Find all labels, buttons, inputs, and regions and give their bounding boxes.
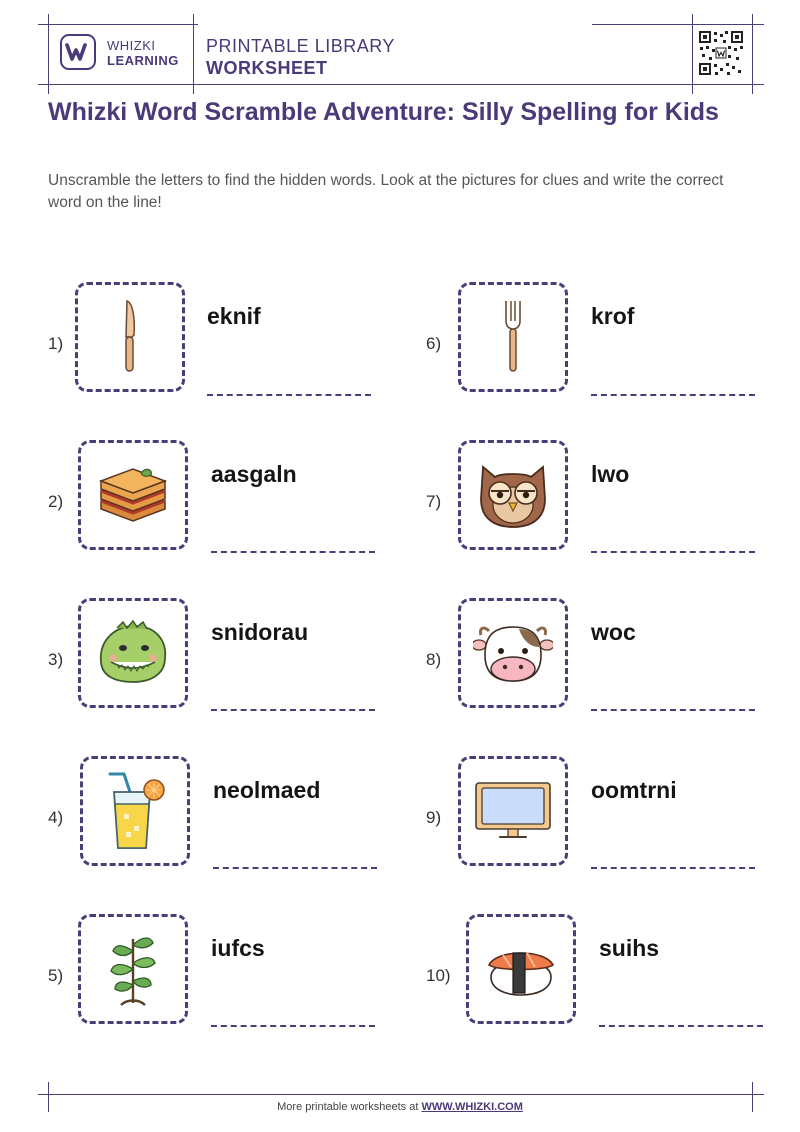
item-number: 7) — [426, 492, 442, 511]
scrambled-word: aasgaln — [211, 461, 297, 487]
item-number: 6) — [426, 334, 442, 353]
answer-line[interactable] — [213, 867, 377, 869]
picture-frame — [458, 756, 568, 866]
header-divider-left — [48, 14, 49, 94]
answer-line[interactable] — [591, 867, 755, 869]
scrambled-word: snidorau — [211, 619, 309, 645]
header-bottom-rule — [38, 84, 764, 85]
picture-frame — [458, 440, 568, 550]
footer-rule — [38, 1094, 764, 1095]
picture-frame — [75, 282, 185, 392]
scrambled-word: woc — [591, 619, 636, 645]
picture-frame — [78, 598, 188, 708]
header-divider-right — [692, 14, 693, 94]
logo-line2: LEARNING — [107, 53, 179, 68]
header-divider-far-right — [752, 14, 753, 94]
picture-frame — [80, 756, 190, 866]
answer-line[interactable] — [591, 394, 755, 396]
picture-frame — [78, 440, 188, 550]
picture-frame — [78, 914, 188, 1024]
lemonade-icon — [100, 770, 170, 852]
owl-icon — [475, 459, 551, 531]
answer-line[interactable] — [211, 1025, 375, 1027]
item-number: 9) — [426, 808, 442, 827]
picture-frame — [466, 914, 576, 1024]
scrambled-word: neolmaed — [213, 777, 321, 803]
answer-line[interactable] — [591, 551, 755, 553]
header-top-rule-right — [592, 24, 764, 25]
answer-line[interactable] — [599, 1025, 763, 1027]
fork-icon — [498, 297, 528, 377]
knife-icon — [115, 297, 145, 377]
plant-icon — [103, 929, 163, 1009]
picture-frame — [458, 598, 568, 708]
cow-icon — [473, 617, 553, 689]
item-number: 10) — [426, 966, 451, 985]
instructions: Unscramble the letters to find the hidden words. Look at the pictures for clues and write the correct word on the line! — [48, 172, 724, 211]
scrambled-word: eknif — [207, 303, 261, 329]
header-top-rule — [38, 24, 198, 25]
scrambled-word: krof — [591, 303, 635, 329]
footer-link[interactable]: WWW.WHIZKI.COM — [421, 1101, 523, 1113]
library-label: PRINTABLE LIBRARY — [206, 36, 395, 56]
lasagna-icon — [93, 465, 173, 525]
answer-line[interactable] — [207, 394, 371, 396]
scrambled-word: oomtrni — [591, 777, 677, 803]
logo-text — [107, 38, 179, 68]
item-number: 1) — [48, 334, 64, 353]
sushi-icon — [483, 939, 559, 999]
dinosaur-icon — [93, 618, 173, 688]
footer-prefix: More printable worksheets at — [277, 1101, 422, 1113]
item-number: 2) — [48, 492, 64, 511]
logo-line1: WHIZKI — [107, 38, 156, 53]
scrambled-word: iufcs — [211, 935, 265, 961]
item-number: 8) — [426, 650, 442, 669]
scrambled-word: lwo — [591, 461, 630, 487]
answer-line[interactable] — [591, 709, 755, 711]
answer-line[interactable] — [211, 551, 375, 553]
scrambled-word: suihs — [599, 935, 660, 961]
page-title: Whizki Word Scramble Adventure: Silly Spelling for Kids — [48, 98, 719, 126]
qr-code-icon — [698, 30, 744, 76]
library-heading — [206, 35, 395, 79]
header-divider-mid — [193, 14, 194, 94]
footer-text — [0, 1101, 800, 1113]
picture-frame — [458, 282, 568, 392]
item-number: 3) — [48, 650, 64, 669]
item-number: 5) — [48, 966, 64, 985]
item-number: 4) — [48, 808, 64, 827]
whizki-logo-icon — [60, 34, 96, 70]
worksheet-label: WORKSHEET — [206, 58, 328, 78]
answer-line[interactable] — [211, 709, 375, 711]
monitor-icon — [472, 779, 554, 843]
